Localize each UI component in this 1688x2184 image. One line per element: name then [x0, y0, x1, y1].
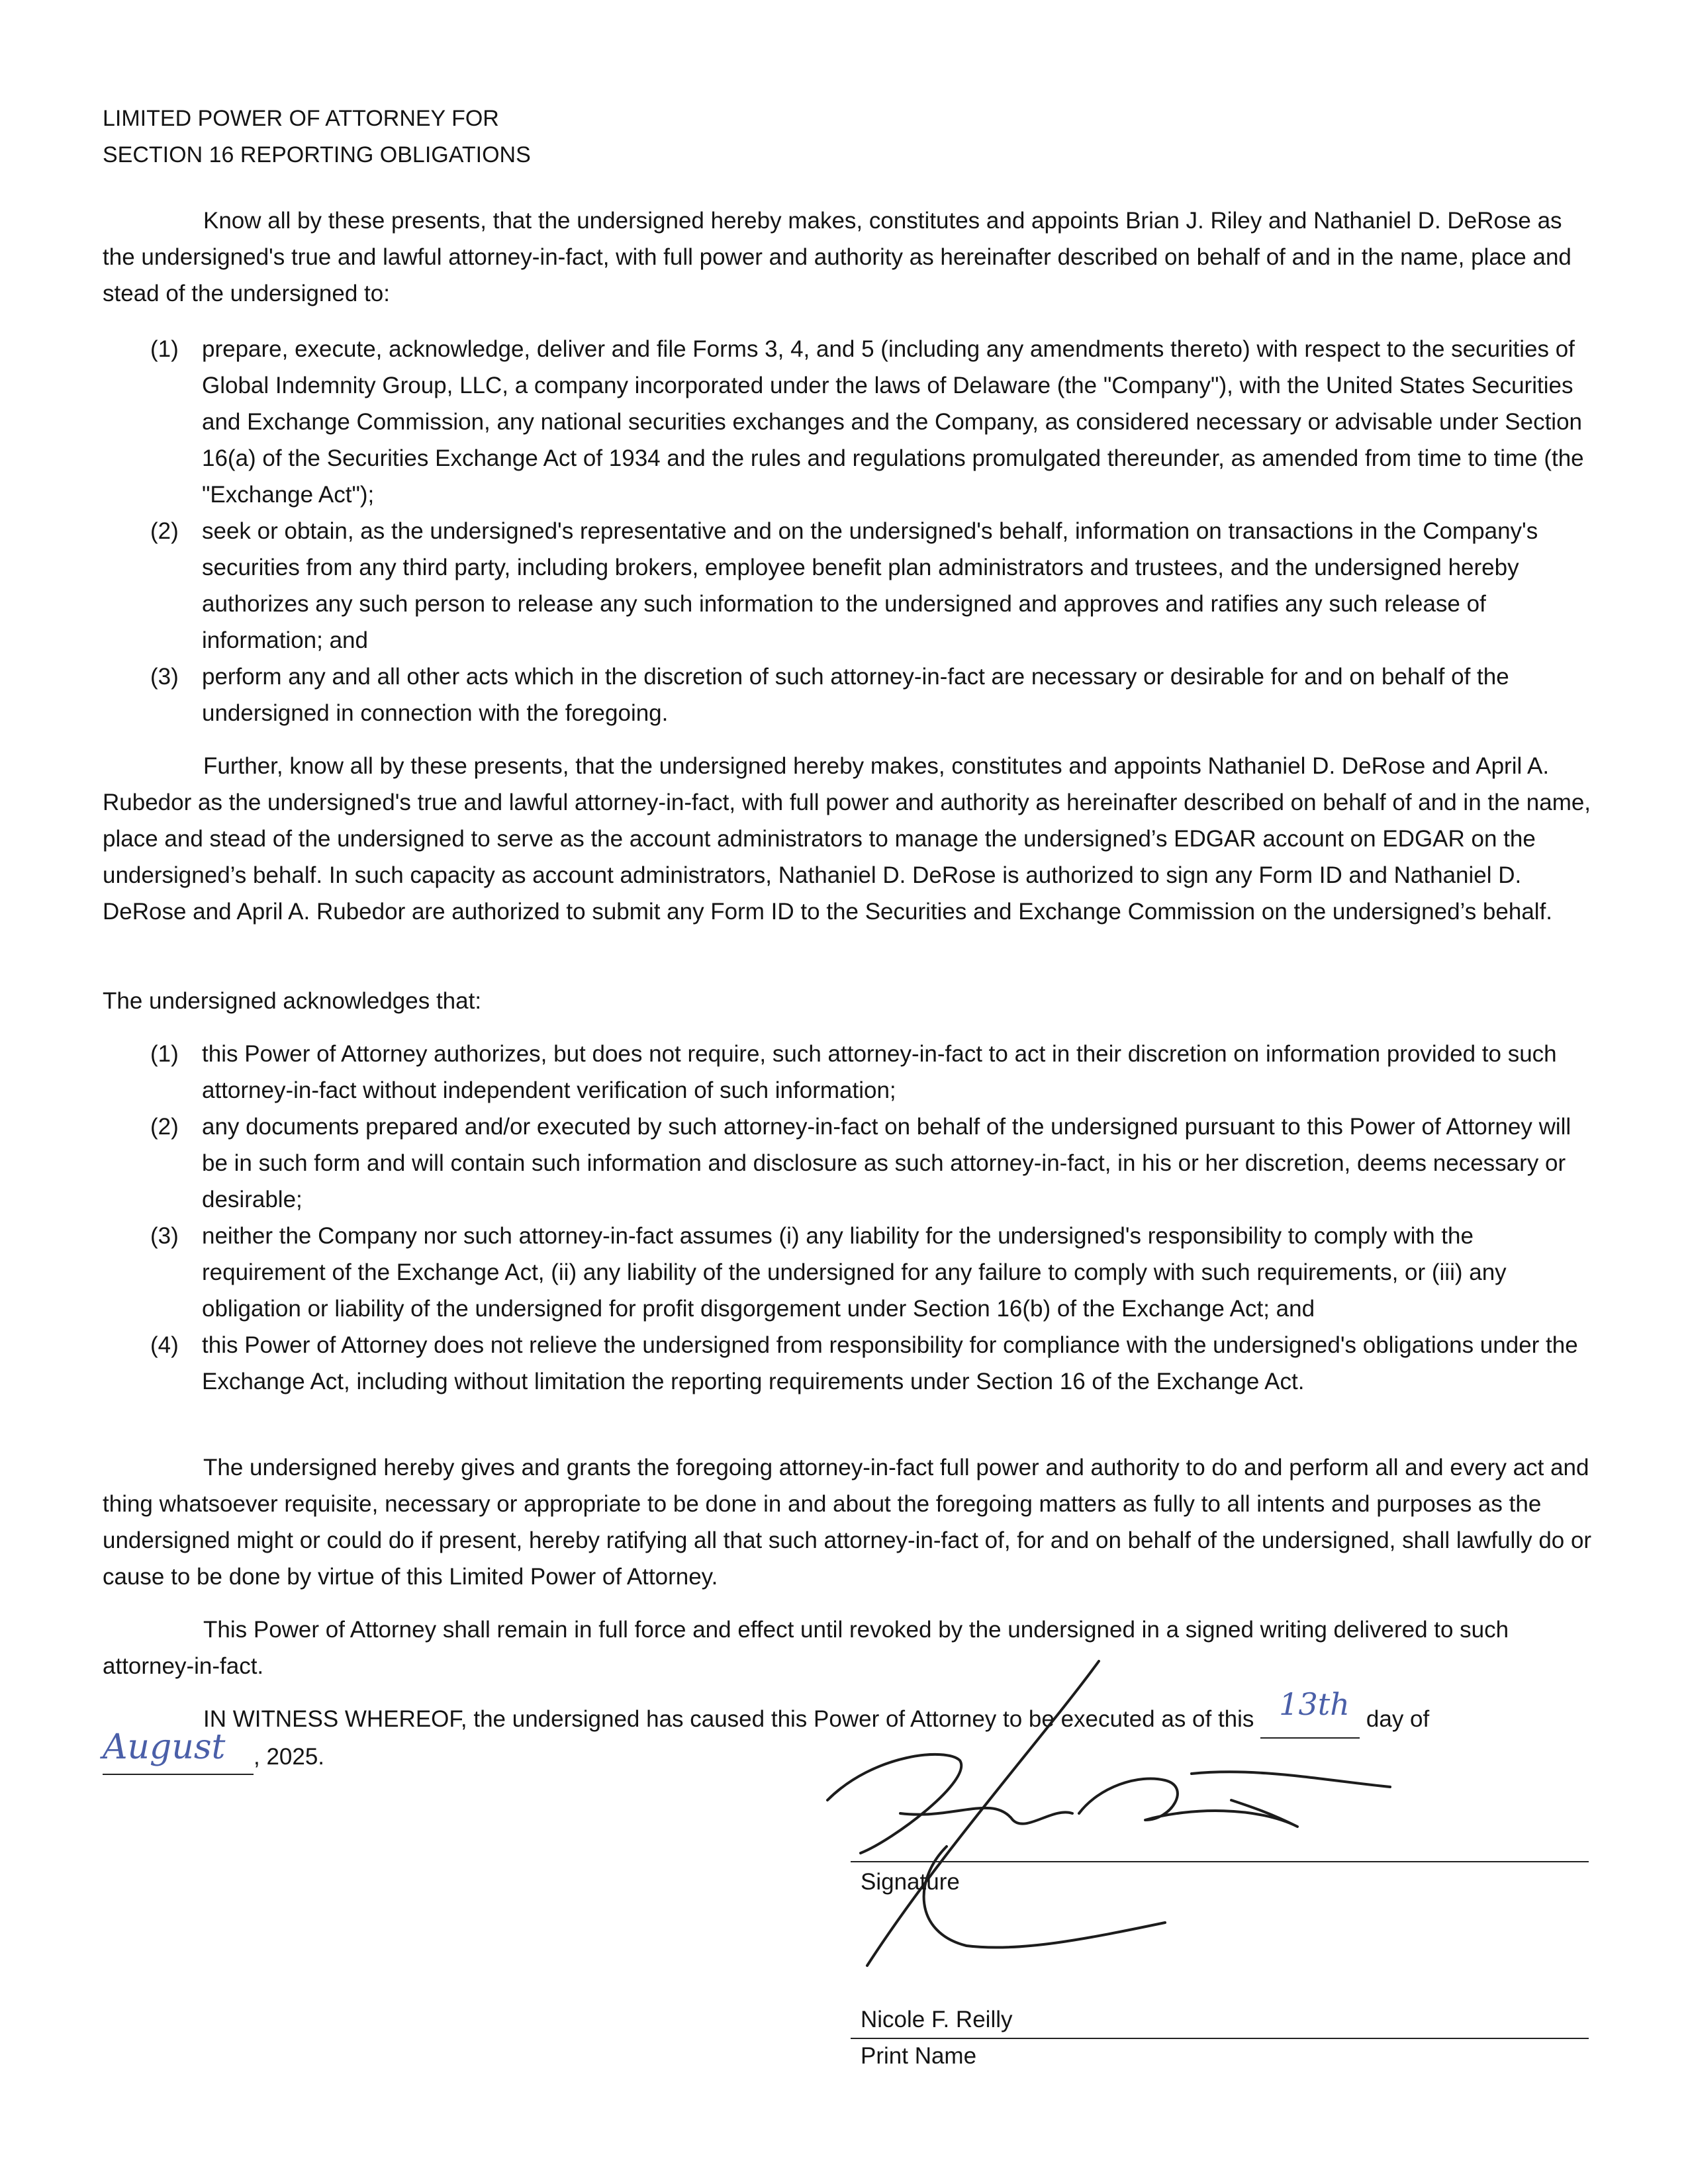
day-of-text: day of [1366, 1706, 1430, 1732]
duration-paragraph: This Power of Attorney shall remain in full force and effect until revoked by the undersigned in a signed writing delivered to such attorney-in-fact. [103, 1617, 1509, 1679]
signature-stroke [1192, 1772, 1390, 1787]
list-item-text: perform any and all other acts which in the discretion of such attorney-in-fact are necessary or desirable for and on behalf of the undersigned in connection with the foregoing. [202, 664, 1509, 726]
print-name-value: Nicole F. Reilly [861, 2007, 1013, 2032]
further-paragraph: Further, know all by these presents, that the undersigned hereby makes, constitutes and appoints Nathaniel D. DeRose and April A. Rubedor as the undersigned's true and lawful attorney-in-fact, with full power and authority as hereinafter described on behalf of and in the name, place and stead of the undersigned to serve as the account administrators to manage the undersigned’s EDGAR account on EDGAR on the undersigned’s behalf. In such capacity as account administrators, Nathaniel D. DeRose is authorized to sign any Form ID and Nathaniel D. DeRose and April A. Rubedor are authorized to submit any Form ID to the Securities and Exchange Commission on the undersigned’s behalf. [103, 753, 1591, 925]
month-handwritten: August [103, 1727, 226, 1767]
list-item-number: (3) [150, 1223, 179, 1249]
list-item [103, 659, 1592, 731]
list-item-number: (2) [150, 518, 179, 544]
signature-stroke [1079, 1778, 1297, 1827]
list-item [103, 1218, 1592, 1327]
list-item [103, 1109, 1592, 1218]
list-item-number: (2) [150, 1114, 179, 1140]
list-item-text: any documents prepared and/or executed by such attorney-in-fact on behalf of the undersigned pursuant to this Power of Attorney will be in such form and will contain such information and disclosure as such attorney-in-fact, in his or her discretion, deems necessary or desirable; [202, 1114, 1571, 1212]
signature-label: Signature [861, 1869, 960, 1895]
acknowledgements-list [103, 1036, 1592, 1400]
title-line-2: SECTION 16 REPORTING OBLIGATIONS [103, 142, 531, 167]
list-item-text: this Power of Attorney authorizes, but does not require, such attorney-in-fact to act in their discretion on information provided to such attorney-in-fact without independent verification of such information; [202, 1041, 1557, 1103]
list-item-text: prepare, execute, acknowledge, deliver and file Forms 3, 4, and 5 (including any amendments thereto) with respect to the securities of Global Indemnity Group, LLC, a company incorporated under the laws of Delaware (the "Company"), with the United States Securities and Exchange Commission, any national securities exchanges and the Company, as considered necessary or advisable under Section 16(a) of the Securities Exchange Act of 1934 and the rules and regulations promulgated thereunder, as amended from time to time (the "Exchange Act"); [202, 336, 1584, 508]
list-item-text: seek or obtain, as the undersigned's representative and on the undersigned's behalf, information on transactions in the Company's securities from any third party, including brokers, employee benefit plan administrators and trustees, and the undersigned hereby authorizes any such person to release any such information to the undersigned and approves and ratifies any such release of information; and [202, 518, 1538, 653]
intro-paragraph: Know all by these presents, that the undersigned hereby makes, constitutes and appoints Brian J. Riley and Nathaniel D. DeRose as the undersigned's true and lawful attorney-in-fact, with full power and authority as hereinafter described on behalf of and in the name, place and stead of the undersigned to: [103, 208, 1571, 306]
list-item [103, 1327, 1592, 1400]
list-item-number: (4) [150, 1332, 179, 1358]
list-item-text: this Power of Attorney does not relieve the undersigned from responsibility for compliance with the undersigned's obligations under the Exchange Act, including without limitation the reporting requirements under Section 16 of the Exchange Act. [202, 1332, 1578, 1394]
list-item [103, 513, 1592, 659]
handwritten-signature [794, 1655, 1456, 1985]
year-text: , 2025. [254, 1744, 325, 1770]
witness-lead: IN WITNESS WHEREOF, the undersigned has caused this Power of Attorney to be executed as of this [203, 1706, 1254, 1732]
acknowledgement-intro: The undersigned acknowledges that: [103, 988, 482, 1014]
signature-line [851, 1861, 1589, 1862]
list-item-text: neither the Company nor such attorney-in-fact assumes (i) any liability for the undersigned's responsibility to comply with the requirement of the Exchange Act, (ii) any liability of the undersigned for any failure to comply with such requirements, or (iii) any obligation or liability of the undersigned for profit disgorgement under Section 16(b) of the Exchange Act; and [202, 1223, 1507, 1322]
grant-paragraph: The undersigned hereby gives and grants the foregoing attorney-in-fact full power and authority to do and perform all and every act and thing whatsoever requisite, necessary or appropriate to be done in and about the foregoing matters as fully to all intents and purposes as the undersigned might or could do if present, hereby ratifying all that such attorney-in-fact of, for and on behalf of the undersigned, shall lawfully do or cause to be done by virtue of this Limited Power of Attorney. [103, 1455, 1592, 1590]
list-item [103, 331, 1592, 513]
document-title [103, 101, 531, 173]
powers-list [103, 331, 1592, 731]
list-item [103, 1036, 1592, 1109]
title-line-1: LIMITED POWER OF ATTORNEY FOR [103, 106, 499, 131]
print-name-label: Print Name [861, 2043, 977, 2069]
print-name-line [851, 2038, 1589, 2039]
day-handwritten: 13th [1279, 1686, 1350, 1722]
list-item-number: (3) [150, 664, 179, 690]
signature-stroke [827, 1754, 961, 1853]
list-item-number: (1) [150, 1041, 179, 1067]
month-blank [103, 1727, 254, 1775]
list-item-number: (1) [150, 336, 179, 362]
